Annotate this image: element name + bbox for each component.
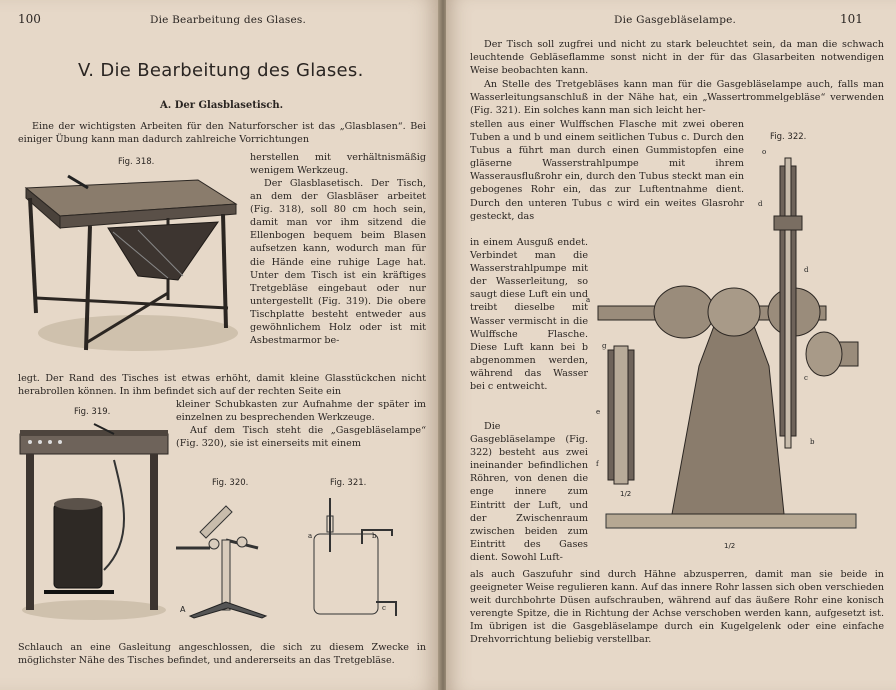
fig-322-label-d2: d <box>804 266 809 274</box>
fig-322-label-e: e <box>596 408 601 416</box>
fig-321-label-a: a <box>308 532 313 540</box>
fig-322-label-c: c <box>804 374 808 382</box>
right-para-2a: An Stelle des Tretgebläses kann man für die Gasgebläselampe auch, falls man Wasserleitungsanschluß in der Nähe hat, ein „Wassertrommelgebläse“ verwenden (Fig. 321). Ein solches kann man sich leicht her- <box>470 79 884 117</box>
left-para-2: Der Glasblasetisch. Der Tisch, an dem der Glasbläser arbeitet (Fig. 318), soll 80 cm hoch sein, damit man vor ihm sitzend die Ellenbogen bequem beim Blasen aufsetzen kann, wodurch man für die Hände eine ruhige Lage hat. Unter dem Tisch ist ein kräftiges Tretgebläse eingebaut oder nur untergestellt (Fig. 319). Die obere Tischplatte besteht entweder aus gewöhnlichem Holz oder ist mit Asbestmarmor be- <box>250 178 426 347</box>
fig-322-caption: Fig. 322. <box>770 132 807 142</box>
right-bottom-para: als auch Gaszufuhr sind durch Hähne abzusperren, damit man sie beide in geeigneter Weise regulieren kann. Auf das innere Rohr lassen sich oben verschieden weit durchbohrte Düsen aufschrauben, während auf das äußere Rohr eine konisch verengte Spitze, die in Richtung der Achse verschoben werden kann, aufgesetzt ist. Im übrigen ist die Gasgebläselampe durch ein Kugelgelenk oder eine einfache Drehvorrichtung beliebig verstellbar. <box>470 569 884 646</box>
running-head-left: Die Bearbeitung des Glases. <box>150 14 307 26</box>
fig-322-label-d: d <box>758 200 763 208</box>
fig-322-scale-large: 1/2 <box>724 542 736 550</box>
fig-321-caption: Fig. 321. <box>330 478 367 488</box>
fig-322-label-f: f <box>596 460 599 468</box>
chapter-title: V. Die Bearbeitung des Glases. <box>78 60 364 81</box>
right-para-2b: stellen aus einer Wulffschen Flasche mit zwei oberen Tuben a und b und einem seitlichen Tubus c. Durch den Tubus a führt man durch einen Gummistopfen eine gläserne Wasserstrahlpumpe mit ihrem Wasserausflußrohr ein, durch den Tubus steckt man ein gebogenes Rohr ein, das zur Luftentnahme dient. Durch den unteren Tubus c wird ein weites Glasrohr gesteckt, das <box>470 119 744 222</box>
fig-319-caption: Fig. 319. <box>74 407 111 417</box>
fig-320-label-a: A <box>180 605 186 614</box>
right-para-2c: in einem Ausguß endet. Verbindet man die Wasserstrahlpumpe mit der Wasserleitung, so saugt diese Luft ein und treibt dieselbe mit Wasser vermischt in die Wulffsche Flasche. Diese Luft kann bei b abgenommen werden, während das Wasser bei c entweicht. <box>470 237 588 393</box>
left-para-3: kleiner Schubkasten zur Aufnahme der später im einzelnen zu besprechenden Werkzeuge. <box>176 399 426 424</box>
right-para-1: Der Tisch soll zugfrei und nicht zu stark beleuchtet sein, da man die schwach leuchtende Gebläseflamme sonst nicht in der für das Glasarbeiten notwendigen Weise beobachten kann. <box>470 39 884 77</box>
running-head-right: Die Gasgebläselampe. <box>614 14 737 26</box>
page-number-right: 101 <box>840 12 863 26</box>
fig-321-label-c: c <box>382 604 386 612</box>
left-para-2-cont: legt. Der Rand des Tisches ist etwas erhöht, damit kleine Glasstückchen nicht herabrollen können. In ihm befindet sich auf der rechten Seite ein <box>18 373 426 398</box>
fig-318-glassblowing-table <box>18 168 243 358</box>
fig-322-label-g: g <box>602 342 607 350</box>
fig-322-label-o: o <box>762 148 767 156</box>
fig-318-caption: Fig. 318. <box>118 157 155 167</box>
left-para-1: Eine der wichtigsten Arbeiten für den Naturforscher ist das „Glasblasen“. Bei einiger Übung kann man dadurch zahlreiche Vorrichtungen <box>18 121 426 146</box>
fig-322-label-b: b <box>810 438 815 446</box>
right-para-3: Die Gasgebläselampe (Fig. 322) besteht aus zwei ineinander befindlichen Röhren, von denen die enge innere zum Eintritt der Luft, und der Zwischenraum zwischen beiden zum Eintritt des Gases dient. Sowohl Luft- <box>470 421 588 563</box>
page-number-left: 100 <box>18 12 41 26</box>
fig-320-gas-blowpipe-lamp <box>170 492 280 622</box>
left-para-4: Auf dem Tisch steht die „Gasgebläselampe“ (Fig. 320), sie ist einerseits mit einem <box>176 425 426 450</box>
left-page <box>0 0 440 690</box>
left-para-1-cont: herstellen mit verhältnismäßig wenigem Werkzeug. <box>250 152 426 177</box>
fig-320-caption: Fig. 320. <box>212 478 249 488</box>
fig-322-label-a: a <box>586 296 591 304</box>
right-page <box>446 0 896 690</box>
fig-322-gas-blowpipe-section <box>586 146 866 556</box>
left-bottom-para: Schlauch an eine Gasleitung angeschlossen, die sich zu diesem Zwecke in möglichster Nähe des Tisches befindet, und andererseits an das Tretgebläse. <box>18 642 426 667</box>
fig-321-label-b: b <box>372 532 377 540</box>
fig-322-scale-small: 1/2 <box>620 490 632 498</box>
section-title: A. Der Glasblasetisch. <box>160 100 284 111</box>
fig-319-table-with-foot-bellows <box>14 420 174 620</box>
fig-321-water-jet-blower <box>296 492 408 622</box>
